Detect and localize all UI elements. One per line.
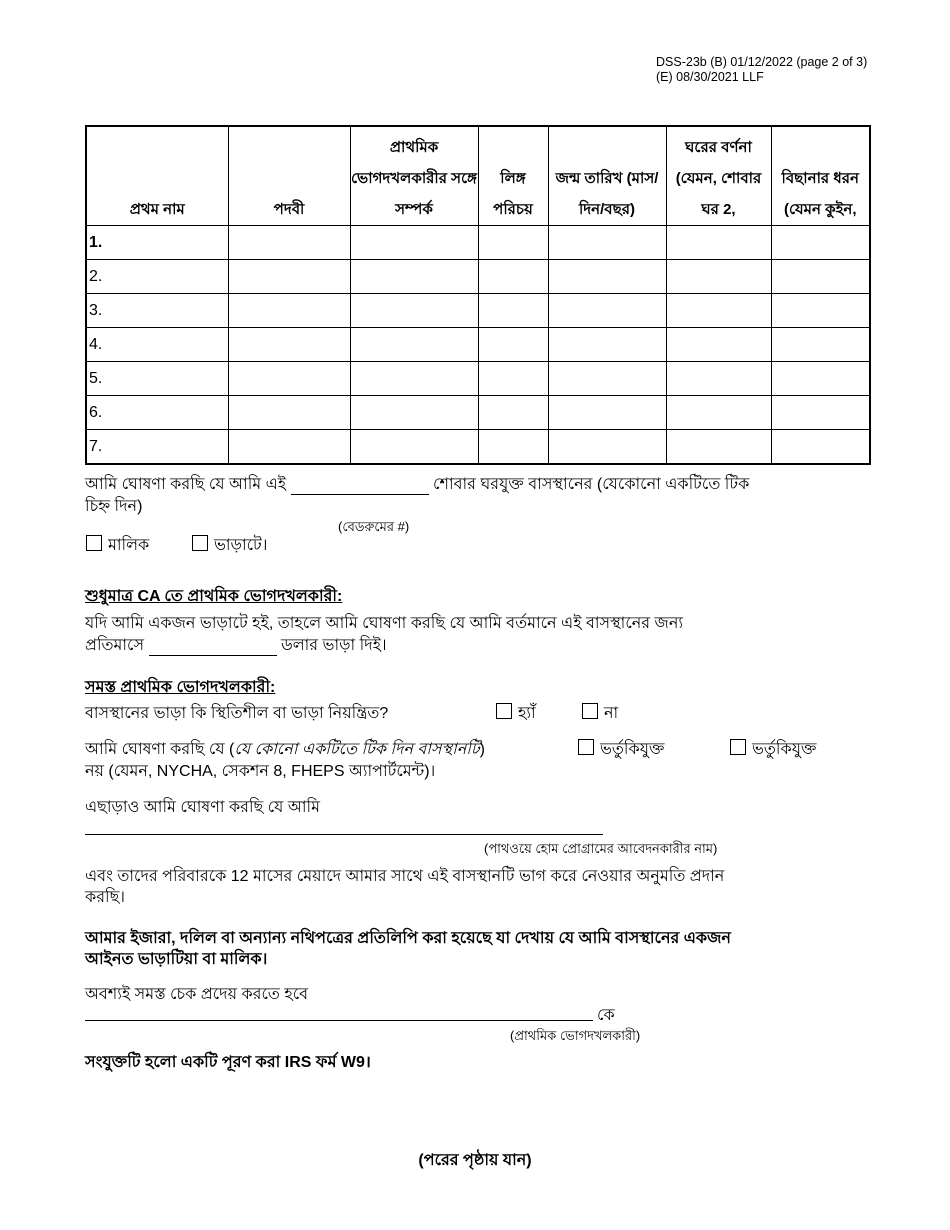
cell-birth-date[interactable] bbox=[548, 328, 666, 362]
cell-room[interactable] bbox=[666, 294, 771, 328]
table-row bbox=[86, 226, 870, 260]
subsidy-instruction: যে কোনো একটিতে টিক দিন বাসস্থানটি bbox=[234, 741, 480, 758]
cell-birth-date[interactable] bbox=[548, 430, 666, 465]
ca-line2-before: প্রতিমাসে bbox=[85, 637, 145, 654]
table-row bbox=[86, 396, 870, 430]
payee-caption: (প্রাথমিক ভোগদখলকারী) bbox=[510, 1028, 641, 1043]
column-header-birth-date: জন্ম তারিখ (মাস/দিন/বছর) bbox=[548, 126, 666, 226]
bedroom-declaration bbox=[85, 474, 875, 495]
lease-statement-line1: আমার ইজারা, দলিল বা অন্যান্য নথিপত্রের প্রতিলিপি করা হয়েছে যা দেখায় যে আমি বাসস্থানের একজন bbox=[85, 930, 731, 947]
cell-gender[interactable] bbox=[478, 396, 548, 430]
row-number: 7. bbox=[86, 430, 228, 465]
cell-bed[interactable] bbox=[771, 362, 870, 396]
lease-statement-line2: আইনত ভাড়াটিয়া বা মালিক। bbox=[85, 951, 268, 968]
cell-relationship[interactable] bbox=[350, 260, 478, 294]
cell-gender[interactable] bbox=[478, 260, 548, 294]
cell-last-name[interactable] bbox=[228, 328, 350, 362]
cell-relationship[interactable] bbox=[350, 362, 478, 396]
owner-label: মালিক bbox=[108, 537, 150, 554]
payee-name-field[interactable] bbox=[85, 1020, 593, 1021]
cell-bed[interactable] bbox=[771, 328, 870, 362]
owner-option[interactable] bbox=[86, 535, 149, 556]
cell-room[interactable] bbox=[666, 260, 771, 294]
rent-yes-label: হ্যাঁ bbox=[518, 705, 536, 722]
cell-room[interactable] bbox=[666, 396, 771, 430]
rent-yes-option[interactable] bbox=[496, 703, 536, 724]
cell-bed[interactable] bbox=[771, 294, 870, 328]
cell-birth-date[interactable] bbox=[548, 260, 666, 294]
subsidy-intro: আমি ঘোষণা করছি যে ( bbox=[85, 741, 235, 758]
not-subsidized-continued: নয় (যেমন, NYCHA, সেকশন 8, FHEPS অ্যাপার্টমেন্ট)। bbox=[85, 763, 436, 780]
tenant-checkbox[interactable] bbox=[192, 535, 208, 551]
table-row bbox=[86, 362, 870, 396]
column-header-last-name: পদবী bbox=[228, 126, 350, 226]
cell-relationship[interactable] bbox=[350, 226, 478, 260]
cell-birth-date[interactable] bbox=[548, 226, 666, 260]
monthly-rent-field[interactable] bbox=[149, 639, 277, 656]
declaration-text-after: শোবার ঘরযুক্ত বাসস্থানের (যেকোনো একটিতে টিক bbox=[433, 476, 750, 493]
applicant-name-field[interactable] bbox=[85, 834, 603, 835]
consent-line2: করছি। bbox=[85, 889, 125, 906]
row-number: 6. bbox=[86, 396, 228, 430]
table-header-row bbox=[86, 126, 870, 226]
cell-bed[interactable] bbox=[771, 396, 870, 430]
cell-birth-date[interactable] bbox=[548, 396, 666, 430]
table-row bbox=[86, 260, 870, 294]
not-subsidized-option[interactable] bbox=[730, 739, 816, 760]
cell-birth-date[interactable] bbox=[548, 362, 666, 396]
declaration-line2: চিহ্ন দিন) bbox=[85, 498, 143, 515]
bedroom-caption: (বেডরুমের #) bbox=[338, 519, 410, 534]
declaration-text-before: আমি ঘোষণা করছি যে আমি এই bbox=[85, 476, 287, 493]
bedroom-count-field[interactable] bbox=[291, 478, 429, 495]
cell-gender[interactable] bbox=[478, 226, 548, 260]
applicant-caption: (পাথওয়ে হোম প্রোগ্রামের আবেদনকারীর নাম) bbox=[484, 841, 718, 856]
cell-bed[interactable] bbox=[771, 226, 870, 260]
rent-yes-checkbox[interactable] bbox=[496, 703, 512, 719]
row-number: 1. bbox=[86, 226, 228, 260]
column-header-gender: লিঙ্গ পরিচয় bbox=[478, 126, 548, 226]
continue-next-page: (পরের পৃষ্ঠায় যান) bbox=[418, 1152, 532, 1169]
table-row bbox=[86, 328, 870, 362]
consent-line1: এবং তাদের পরিবারকে 12 মাসের মেয়াদে আমার সাথে এই বাসস্থানটি ভাগ করে নেওয়ার অনুমতি প্রদান bbox=[85, 868, 725, 885]
row-number: 2. bbox=[86, 260, 228, 294]
column-header-relationship: প্রাথমিক ভোগদখলকারীর সঙ্গে সম্পর্ক bbox=[350, 126, 478, 226]
cell-relationship[interactable] bbox=[350, 396, 478, 430]
cell-room[interactable] bbox=[666, 430, 771, 465]
checks-payable-intro: অবশ্যই সমস্ত চেক প্রদেয় করতে হবে bbox=[85, 986, 309, 1003]
subsidized-label: ভর্তুকিযুক্ত bbox=[600, 741, 665, 758]
row-number: 5. bbox=[86, 362, 228, 396]
cell-last-name[interactable] bbox=[228, 260, 350, 294]
not-subsidized-label: ভর্তুকিযুক্ত bbox=[752, 741, 817, 758]
not-subsidized-checkbox[interactable] bbox=[730, 739, 746, 755]
cell-relationship[interactable] bbox=[350, 294, 478, 328]
table-row bbox=[86, 294, 870, 328]
cell-room[interactable] bbox=[666, 362, 771, 396]
cell-last-name[interactable] bbox=[228, 396, 350, 430]
column-header-bed: বিছানার ধরন (যেমন কুইন, bbox=[771, 126, 870, 226]
form-code-line2: (E) 08/30/2021 LLF bbox=[656, 70, 764, 84]
column-header-room: ঘরের বর্ণনা (যেমন, শোবার ঘর 2, bbox=[666, 126, 771, 226]
cell-gender[interactable] bbox=[478, 328, 548, 362]
column-header-first-name: প্রথম নাম bbox=[86, 126, 228, 226]
form-code-line1: DSS-23b (B) 01/12/2022 (page 2 of 3) bbox=[656, 55, 868, 69]
rent-no-option[interactable] bbox=[582, 703, 618, 724]
cell-gender[interactable] bbox=[478, 430, 548, 465]
owner-checkbox[interactable] bbox=[86, 535, 102, 551]
subsidized-option[interactable] bbox=[578, 739, 664, 760]
subsidized-checkbox[interactable] bbox=[578, 739, 594, 755]
cell-last-name[interactable] bbox=[228, 226, 350, 260]
row-number: 4. bbox=[86, 328, 228, 362]
ca-line1: যদি আমি একজন ভাড়াটে হই, তাহলে আমি ঘোষণা করছি যে আমি বর্তমানে এই বাসস্থানের জন্য bbox=[85, 615, 684, 632]
tenant-label: ভাড়াটে। bbox=[214, 537, 268, 554]
all-occupants-heading: সমস্ত প্রাথমিক ভোগদখলকারী: bbox=[85, 679, 276, 696]
cell-last-name[interactable] bbox=[228, 294, 350, 328]
cell-gender[interactable] bbox=[478, 294, 548, 328]
cell-relationship[interactable] bbox=[350, 328, 478, 362]
ca-line2-after: ডলার ভাড়া দিই। bbox=[280, 637, 387, 654]
cell-bed[interactable] bbox=[771, 260, 870, 294]
consent-intro: এছাড়াও আমি ঘোষণা করছি যে আমি bbox=[85, 799, 320, 816]
cell-last-name[interactable] bbox=[228, 362, 350, 396]
rent-stabilized-question: বাসস্থানের ভাড়া কি স্থিতিশীল বা ভাড়া নিয়ন্ত্রিত? bbox=[85, 705, 389, 722]
ca-section-heading: শুধুমাত্র CA তে প্রাথমিক ভোগদখলকারী: bbox=[85, 588, 343, 605]
household-members-table bbox=[85, 125, 871, 465]
cell-last-name[interactable] bbox=[228, 430, 350, 465]
ca-line2 bbox=[85, 635, 387, 656]
cell-room[interactable] bbox=[666, 328, 771, 362]
form-code bbox=[656, 55, 867, 85]
subsidy-close: ) bbox=[479, 741, 485, 758]
table-row bbox=[86, 430, 870, 465]
cell-birth-date[interactable] bbox=[548, 294, 666, 328]
w9-attachment-note: সংযুক্তটি হলো একটি পূরণ করা IRS ফর্ম W9। bbox=[85, 1054, 371, 1071]
cell-room[interactable] bbox=[666, 226, 771, 260]
rent-no-label: না bbox=[604, 705, 619, 722]
tenant-option[interactable] bbox=[192, 535, 268, 556]
cell-gender[interactable] bbox=[478, 362, 548, 396]
cell-bed[interactable] bbox=[771, 430, 870, 465]
rent-no-checkbox[interactable] bbox=[582, 703, 598, 719]
cell-relationship[interactable] bbox=[350, 430, 478, 465]
checks-payable-suffix: কে bbox=[597, 1007, 615, 1024]
row-number: 3. bbox=[86, 294, 228, 328]
